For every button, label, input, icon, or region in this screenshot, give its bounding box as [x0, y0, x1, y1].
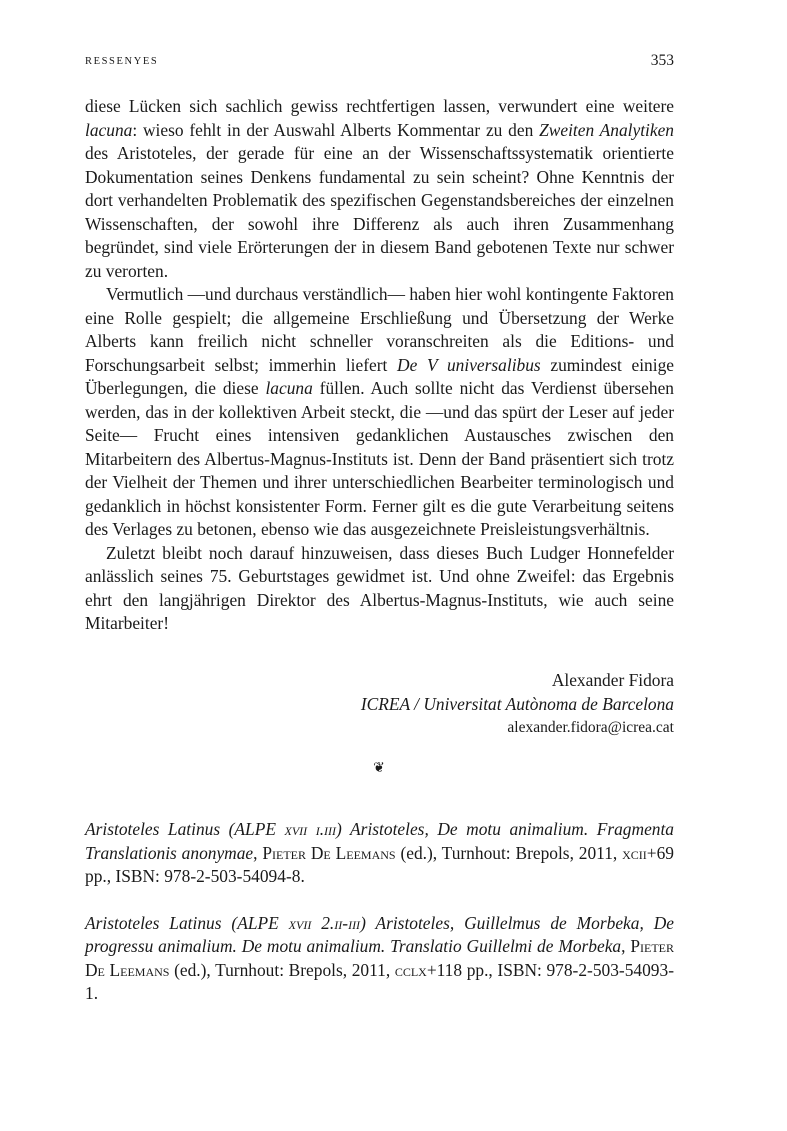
text-run: zumindest einige Überlegungen, die diese: [85, 354, 675, 398]
reviewer-email: alexander.fidora@icrea.cat: [507, 719, 674, 736]
ref-editor: Pieter De Leemans: [85, 936, 674, 980]
separator: ,: [621, 936, 631, 956]
text-run: diese Lücken sich sachlich gewiss rechtfertigen lassen, verwundert eine weitere: [85, 96, 674, 116]
reviewer-name: Alexander Fidora: [551, 670, 674, 690]
paragraph-1: [85, 95, 674, 283]
reference-1: [85, 818, 674, 889]
ref-isbn: +118 pp., ISBN: 978-2-503-54093-1.: [85, 959, 674, 1003]
paragraph-3: Zuletzt bleibt noch darauf hinzuweisen, dass dieses Buch Ludger Honnefelder anlässlich seines 75. Geburtstages gewidmet ist. Und ohne Zweifel: das Ergebnis ehrt den langjährigen Direktor des Albertus-Magnus-Instituts, wie auch seine Mitarbeiter!: [85, 542, 674, 633]
paragraph-2: [85, 283, 674, 542]
ref-title: ) Aristoteles, De motu animalium. Fragmenta Translationis anonymae: [85, 819, 675, 863]
section-title: RESSENYES: [85, 56, 159, 67]
ref-volume: xvii 2.ii-iii: [288, 912, 361, 933]
ref-editor: Pieter De Leemans: [262, 842, 396, 863]
italic-term: lacuna: [85, 119, 133, 140]
review-body: [85, 95, 674, 636]
fleuron-icon: ❦: [373, 761, 385, 776]
separator: ,: [253, 842, 263, 863]
ref-title: ) Aristoteles, Guillelmus de Morbeka, De progressu animalium. De motu animalium. Translatio Guillelmi de Morbeka: [85, 912, 674, 956]
italic-title: Zweiten Analytiken: [539, 119, 674, 140]
ref-pages: cclx: [394, 959, 427, 980]
reference-2: [85, 912, 674, 1006]
ref-publisher: (ed.), Turnhout: Brepols, 2011,: [395, 842, 623, 863]
ref-publisher: (ed.), Turnhout: Brepols, 2011,: [169, 959, 395, 980]
running-head: [85, 52, 674, 72]
ref-volume: xvii i.iii: [284, 819, 337, 839]
italic-title: De V universalibus: [397, 354, 541, 375]
ref-isbn: +69 pp., ISBN: 978-2-503-54094-8.: [85, 842, 674, 886]
text-run: : wieso fehlt in der Auswahl Alberts Kommentar zu den: [132, 119, 540, 140]
reviewer-signature: [85, 668, 674, 740]
text-run: des Aristoteles, der gerade für eine an der Wissenschaftssystematik orientierte Dokumentation seines Denkens fundamental zu sein scheint? Ohne Kenntnis der dort verhandelten Problematik des spezifischen Gegenstandsbereiches der einzelnen Wissenschaften, der sowohl ihre Differenz als auch ihren Zusammenhang begründet, sind viele Erörterungen der in diesem Band gebotenen Texte nur schwer zu verorten.: [85, 143, 674, 281]
text-run: Vermutlich —und durchaus verständlich— haben hier wohl kontingente Faktoren eine Rolle gespielt; die allgemeine Erschließung und Übersetzung der Werke Alberts kann freilich nicht schneller voranschreiten als die Editions- und Forschungsarbeit selbst; immerhin liefert: [85, 284, 674, 375]
ref-title: Aristoteles Latinus (ALPE: [85, 819, 285, 839]
reviewer-affiliation: ICREA / Universitat Autònoma de Barcelona: [360, 694, 674, 714]
book-references: [85, 818, 674, 1029]
ref-pages: xcii: [622, 842, 647, 863]
page-number: 353: [650, 52, 674, 69]
italic-term: lacuna: [265, 378, 313, 398]
text-run: füllen. Auch sollte nicht das Verdienst übersehen werden, das in der kollektiven Arbeit steckt, die —und das spürt der Leser auf jeder Seite— Frucht eines intensiven gedanklichen Austausches zwischen den Mitarbeitern des Albertus-Magnus-Instituts ist. Denn der Band präsentiert sich trotz der Vielheit der Themen und ihrer unterschiedlichen Bearbeiter terminologisch und gedanklich in höchst konsistenter Form. Ferner gilt es die gute Verarbeitung seitens des Verlages zu betonen, ebenso wie das ausgezeichnete Preisleistungsverhältnis.: [85, 378, 674, 539]
ref-title: Aristoteles Latinus (ALPE: [85, 912, 289, 933]
